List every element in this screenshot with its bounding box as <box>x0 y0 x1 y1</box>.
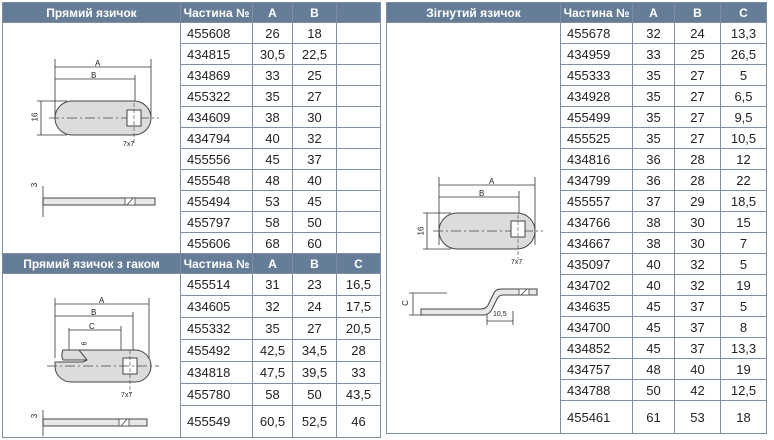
part-number: 434794 <box>181 128 253 149</box>
value-a: 35 <box>633 128 675 149</box>
header-c <box>337 3 381 23</box>
value-a: 35 <box>633 86 675 107</box>
value-c <box>337 107 381 128</box>
value-c <box>337 65 381 86</box>
header-part: Частина № <box>561 3 633 23</box>
value-c <box>337 212 381 233</box>
part-number: 434702 <box>561 275 633 296</box>
part-number: 455608 <box>181 23 253 44</box>
value-b: 37 <box>675 296 721 317</box>
value-b: 27 <box>675 128 721 149</box>
part-number: 434816 <box>561 149 633 170</box>
part-number: 434928 <box>561 86 633 107</box>
value-b: 40 <box>293 170 337 191</box>
value-c: 12 <box>721 149 767 170</box>
part-number: 434667 <box>561 233 633 254</box>
value-b: 24 <box>293 296 337 318</box>
part-number: 434818 <box>181 362 253 384</box>
part-number: 455797 <box>181 212 253 233</box>
value-a: 47,5 <box>253 362 293 384</box>
value-a: 30,5 <box>253 44 293 65</box>
value-a: 32 <box>633 23 675 44</box>
value-a: 35 <box>253 318 293 340</box>
value-b: 52,5 <box>293 406 337 438</box>
value-a: 35 <box>633 65 675 86</box>
value-a: 31 <box>253 274 293 296</box>
part-number: 455556 <box>181 149 253 170</box>
value-c: 18,5 <box>721 191 767 212</box>
value-b: 25 <box>675 44 721 65</box>
value-c <box>337 128 381 149</box>
value-c: 16,5 <box>337 274 381 296</box>
value-b: 25 <box>293 65 337 86</box>
part-number: 434757 <box>561 359 633 380</box>
header-a: A <box>633 3 675 23</box>
value-c: 26,5 <box>721 44 767 65</box>
value-b: 27 <box>675 107 721 128</box>
value-a: 38 <box>253 107 293 128</box>
value-c <box>337 191 381 212</box>
bent-tab-table <box>386 2 767 434</box>
value-b: 23 <box>293 274 337 296</box>
hooked-tab-drawing <box>3 274 181 438</box>
value-b: 39,5 <box>293 362 337 384</box>
bent-tab-drawing <box>387 23 561 434</box>
value-c: 5 <box>721 254 767 275</box>
value-b: 24 <box>675 23 721 44</box>
value-c: 8 <box>721 317 767 338</box>
dim-b-label: B <box>91 71 97 80</box>
dim-length-label: 10,5 <box>493 311 507 318</box>
header-hooked-tab: Прямий язичок з гаком <box>3 254 181 274</box>
value-c: 17,5 <box>337 296 381 318</box>
value-b: 40 <box>675 359 721 380</box>
part-number: 434799 <box>561 170 633 191</box>
bent-tab-svg <box>387 23 561 435</box>
value-a: 36 <box>633 170 675 191</box>
value-a: 45 <box>633 317 675 338</box>
part-number: 455494 <box>181 191 253 212</box>
value-a: 60,5 <box>253 406 293 438</box>
part-number: 434788 <box>561 380 633 401</box>
value-c: 13,3 <box>721 338 767 359</box>
value-a: 48 <box>633 359 675 380</box>
dim-hook-label: 6 <box>81 341 89 346</box>
value-c: 13,3 <box>721 23 767 44</box>
value-c: 28 <box>337 340 381 362</box>
part-number: 434609 <box>181 107 253 128</box>
straight-tab-svg <box>3 23 181 254</box>
value-a: 61 <box>633 401 675 434</box>
value-c <box>337 233 381 254</box>
straight-tab-drawing <box>3 23 181 254</box>
part-number: 455606 <box>181 233 253 254</box>
value-b: 37 <box>293 149 337 170</box>
header-bent-tab: Зігнутий язичок <box>387 3 561 23</box>
part-number: 455322 <box>181 86 253 107</box>
value-b: 32 <box>293 128 337 149</box>
value-a: 58 <box>253 384 293 406</box>
part-number: 455461 <box>561 401 633 434</box>
value-a: 42,5 <box>253 340 293 362</box>
dim-b-label: B <box>479 189 485 198</box>
value-b: 27 <box>675 65 721 86</box>
dim-hole-label: 7x7 <box>123 141 135 148</box>
value-c: 20,5 <box>337 318 381 340</box>
part-number: 455557 <box>561 191 633 212</box>
part-number: 434700 <box>561 317 633 338</box>
dim-c-label: C <box>89 322 95 331</box>
value-a: 45 <box>253 149 293 170</box>
value-a: 45 <box>633 296 675 317</box>
straight-tab-grid <box>2 2 381 254</box>
part-number: 434766 <box>561 212 633 233</box>
value-b: 29 <box>675 191 721 212</box>
dim-thickness-label: 3 <box>30 413 40 419</box>
value-b: 42 <box>675 380 721 401</box>
dim-c-label: C <box>400 300 410 306</box>
value-a: 38 <box>633 212 675 233</box>
value-b: 22,5 <box>293 44 337 65</box>
value-b: 28 <box>675 170 721 191</box>
value-a: 36 <box>633 149 675 170</box>
value-b: 30 <box>293 107 337 128</box>
value-a: 40 <box>633 275 675 296</box>
value-b: 37 <box>675 338 721 359</box>
part-number: 455333 <box>561 65 633 86</box>
header-a: A <box>253 3 293 23</box>
value-a: 50 <box>633 380 675 401</box>
value-a: 35 <box>633 107 675 128</box>
value-a: 40 <box>253 128 293 149</box>
part-number: 455492 <box>181 340 253 362</box>
value-c <box>337 44 381 65</box>
value-c: 46 <box>337 406 381 438</box>
value-a: 33 <box>633 44 675 65</box>
value-b: 50 <box>293 212 337 233</box>
value-b: 30 <box>675 233 721 254</box>
value-c: 12,5 <box>721 380 767 401</box>
header-b: B <box>293 254 337 274</box>
value-a: 45 <box>633 338 675 359</box>
value-c <box>337 23 381 44</box>
dim-thickness-label: 3 <box>30 182 40 188</box>
value-b: 32 <box>675 254 721 275</box>
value-a: 35 <box>253 86 293 107</box>
part-number: 455499 <box>561 107 633 128</box>
header-part: Частина № <box>181 3 253 23</box>
value-b: 27 <box>293 86 337 107</box>
value-b: 34,5 <box>293 340 337 362</box>
header-c: C <box>337 254 381 274</box>
header-b: B <box>293 3 337 23</box>
value-b: 27 <box>675 86 721 107</box>
part-number: 455548 <box>181 170 253 191</box>
value-c: 19 <box>721 275 767 296</box>
value-b: 50 <box>293 384 337 406</box>
dim-a-label: A <box>99 296 105 305</box>
header-part: Частина № <box>181 254 253 274</box>
part-number: 455332 <box>181 318 253 340</box>
value-a: 58 <box>253 212 293 233</box>
header-b: B <box>675 3 721 23</box>
value-b: 30 <box>675 212 721 233</box>
value-a: 48 <box>253 170 293 191</box>
value-c: 10,5 <box>721 128 767 149</box>
value-a: 32 <box>253 296 293 318</box>
dim-hole-label: 7x7 <box>121 392 133 399</box>
hooked-tab-table <box>2 253 381 438</box>
value-b: 37 <box>675 317 721 338</box>
value-a: 33 <box>253 65 293 86</box>
part-number: 434605 <box>181 296 253 318</box>
dim-a-label: A <box>489 177 495 186</box>
dim-height-label: 16 <box>30 112 40 122</box>
value-b: 45 <box>293 191 337 212</box>
value-c: 22 <box>721 170 767 191</box>
part-number: 455514 <box>181 274 253 296</box>
value-c: 5 <box>721 296 767 317</box>
straight-tab-table <box>2 2 381 254</box>
part-number: 434815 <box>181 44 253 65</box>
part-number: 434852 <box>561 338 633 359</box>
value-c: 18 <box>721 401 767 434</box>
part-number: 455525 <box>561 128 633 149</box>
value-a: 40 <box>633 254 675 275</box>
value-c <box>337 86 381 107</box>
value-c: 6,5 <box>721 86 767 107</box>
value-a: 53 <box>253 191 293 212</box>
value-c: 43,5 <box>337 384 381 406</box>
value-a: 37 <box>633 191 675 212</box>
bent-tab-grid <box>386 2 767 434</box>
part-number: 455780 <box>181 384 253 406</box>
part-number: 455678 <box>561 23 633 44</box>
header-c: C <box>721 3 767 23</box>
header-straight-tab: Прямий язичок <box>3 3 181 23</box>
dim-b-label: B <box>91 308 97 317</box>
value-b: 18 <box>293 23 337 44</box>
value-b: 60 <box>293 233 337 254</box>
value-c: 19 <box>721 359 767 380</box>
value-c <box>337 170 381 191</box>
value-c <box>337 149 381 170</box>
value-b: 32 <box>675 275 721 296</box>
part-number: 434959 <box>561 44 633 65</box>
value-a: 38 <box>633 233 675 254</box>
part-number: 455549 <box>181 406 253 438</box>
dim-hole-label: 7x7 <box>511 259 523 266</box>
dim-a-label: A <box>95 59 101 68</box>
value-c: 9,5 <box>721 107 767 128</box>
dim-height-label: 16 <box>416 226 426 236</box>
value-b: 27 <box>293 318 337 340</box>
value-c: 5 <box>721 65 767 86</box>
part-number: 435097 <box>561 254 633 275</box>
value-c: 33 <box>337 362 381 384</box>
value-b: 28 <box>675 149 721 170</box>
hooked-tab-grid <box>2 253 381 438</box>
value-a: 68 <box>253 233 293 254</box>
part-number: 434869 <box>181 65 253 86</box>
value-a: 26 <box>253 23 293 44</box>
part-number: 434635 <box>561 296 633 317</box>
value-b: 53 <box>675 401 721 434</box>
value-c: 15 <box>721 212 767 233</box>
header-a: A <box>253 254 293 274</box>
value-c: 7 <box>721 233 767 254</box>
